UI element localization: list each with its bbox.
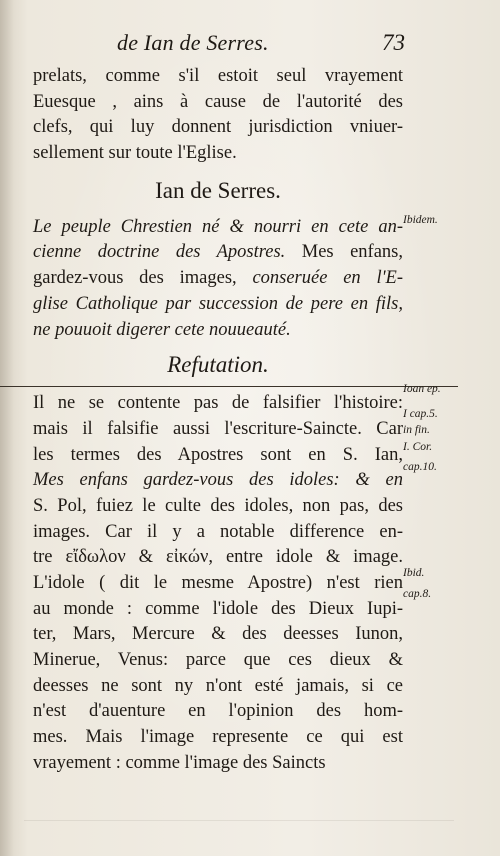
quote-line-1: Le peuple Chrestien né & nourri en cete an-	[33, 216, 403, 237]
refutation-line-6: images. Car il y a notable difference en-	[33, 521, 403, 542]
body-line-3: clefs, qui luy donnent jurisdiction vniuer-	[33, 117, 403, 138]
quote-line-3	[33, 266, 403, 292]
body-line-2: Euesque , ains à cause de l'autorité des	[33, 91, 403, 112]
refutation-rule	[0, 386, 458, 387]
refutation-title-text: Refutation.	[167, 352, 269, 378]
paper-texture-line	[24, 820, 454, 821]
refutation-line-11: Minerue, Venus: parce que ces dieux &	[33, 650, 403, 671]
margin-note-cap10: cap.10.	[403, 461, 437, 473]
refutation-line-7: tre εἴδωλον & εἰκών, entre idole & image.	[33, 547, 403, 568]
running-title: de Ian de Serres.	[117, 30, 269, 55]
quote-line-2	[33, 240, 403, 266]
margin-note-ibidem: Ibidem.	[403, 214, 438, 226]
quote-line-3-italic: conseruée en l'E-	[252, 268, 404, 289]
refutation-line-9: au monde : comme l'idole des Dieux Iupi-	[33, 598, 403, 619]
refutation-line-14: mes. Mais l'image represente ce qui est	[33, 727, 403, 748]
refutation-title	[33, 343, 403, 387]
margin-note-ibid: Ibid.	[403, 567, 425, 579]
quote-line-2-italic: cienne doctrine des Apostres.	[33, 242, 286, 263]
refutation-line-1: Il ne se contente pas de falsifier l'histoire:	[33, 393, 403, 414]
margin-note-cap8: cap.8.	[403, 588, 432, 600]
refutation-line-5: S. Pol, fuiez le culte des idoles, non pas, des	[33, 495, 403, 516]
body-line-1: prelats, comme s'il estoit seul vrayement	[33, 66, 403, 86]
refutation-line-2: mais il falsifie aussi l'escriture-Saincte. Car	[33, 418, 403, 439]
body-line-4: sellement sur toute l'Eglise.	[33, 143, 237, 164]
gutter-shadow	[0, 0, 14, 856]
refutation-line-4: Mes enfans gardez-vous des idoles: & en	[33, 470, 403, 491]
refutation-line-15: vrayement : comme l'image des Saincts	[33, 752, 326, 773]
quote-line-3-roman: gardez-vous des images,	[33, 268, 253, 289]
margin-note-in-fin: in fin.	[403, 424, 430, 436]
margin-note-cap5: I cap.5.	[403, 408, 438, 420]
page-number: 73	[382, 30, 405, 55]
refutation-line-10: ter, Mars, Mercure & des deesses Iunon,	[33, 624, 403, 645]
section-title: Ian de Serres.	[155, 177, 281, 203]
refutation-line-3: les termes des Apostres sont en S. Ian,	[33, 444, 403, 465]
margin-note-ioan-ep: Ioan ep.	[403, 383, 441, 395]
page-header	[33, 30, 403, 64]
refutation-line-13: n'est d'auenture en l'opinion des hom-	[33, 701, 403, 722]
quote-line-2-roman: Mes enfans,	[285, 242, 403, 263]
text-block	[33, 30, 403, 777]
refutation-line-8: L'idole ( dit le mesme Apostre) n'est rien	[33, 573, 403, 593]
margin-note-cor: I. Cor.	[403, 441, 433, 453]
quote-line-5: ne pouuoit digerer cete nouueauté.	[33, 319, 291, 340]
refutation-line-12: deesses ne sont ny n'ont esté jamais, si ce	[33, 675, 403, 696]
quote-line-4: glise Catholique par succession de pere en fils,	[33, 293, 403, 314]
